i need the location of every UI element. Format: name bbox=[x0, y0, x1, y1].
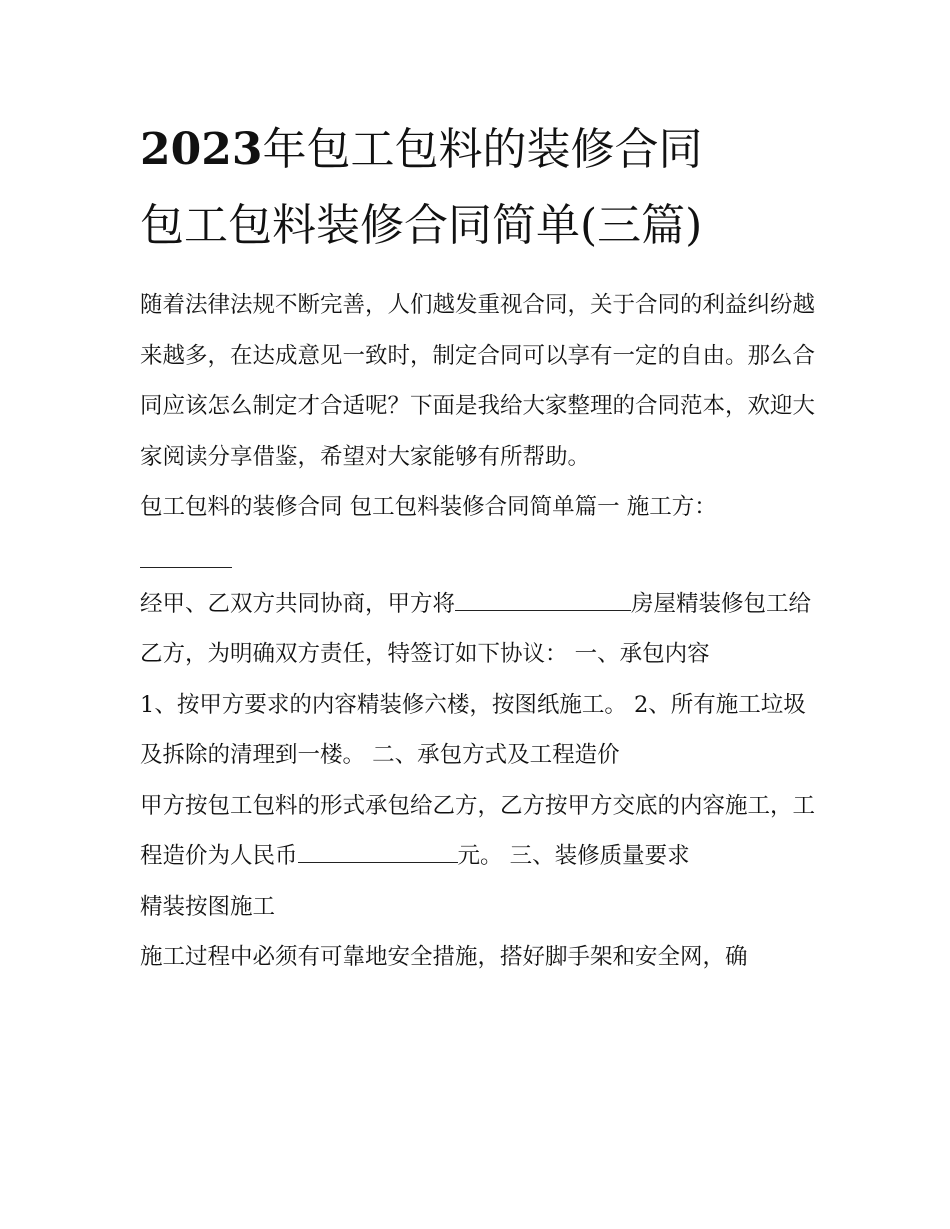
title-line2-text: 包工包料装修合同简单(三篇) bbox=[140, 200, 703, 251]
cost-amount-blank bbox=[298, 840, 458, 863]
cost-paragraph bbox=[140, 781, 820, 882]
agreement-text-after: 房屋精装修包工给乙方，为明确双方责任，特签订如下协议： 一、承包内容 bbox=[140, 590, 812, 667]
section-heading: 包工包料的装修合同 包工包料装修合同简单篇一 施工方： bbox=[140, 494, 717, 520]
title-year: 2023 bbox=[140, 124, 263, 175]
contractor-name-blank bbox=[140, 545, 232, 568]
cost-text-before: 甲方按包工包料的形式承包给乙方，乙方按甲方交底的内容施工，工程造价为人民币 bbox=[140, 792, 816, 869]
cost-text-after: 元。 三、装修质量要求 bbox=[457, 843, 690, 869]
agreement-paragraph bbox=[140, 579, 820, 680]
quality-paragraph: 精装按图施工 bbox=[140, 893, 276, 920]
title-line1-text: 年包工包料的装修合同 bbox=[262, 124, 703, 175]
scope-paragraph: 1、按甲方要求的内容精装修六楼，按图纸施工。 2、所有施工垃圾及拆除的清理到一楼。 二、承包方式及工程造价 bbox=[140, 691, 806, 768]
safety-paragraph: 施工过程中必须有可靠地安全措施，搭好脚手架和安全网，确 bbox=[140, 944, 748, 970]
agreement-text-before: 经甲、乙双方共同协商，甲方将 bbox=[140, 590, 456, 617]
intro-paragraph: 随着法律法规不断完善，人们越发重视合同，关于合同的利益纠纷越来越多，在达成意见一致时，制定合同可以享有一定的自由。那么合同应该怎么制定才合适呢？下面是我给大家整理的合同范本，欢迎大家阅读分享借鉴，希望对大家能够有所帮助。 bbox=[140, 292, 816, 470]
contractor-blank-line bbox=[140, 533, 820, 579]
document-body bbox=[140, 112, 820, 983]
house-address-blank bbox=[455, 588, 631, 611]
document-title bbox=[140, 112, 820, 264]
